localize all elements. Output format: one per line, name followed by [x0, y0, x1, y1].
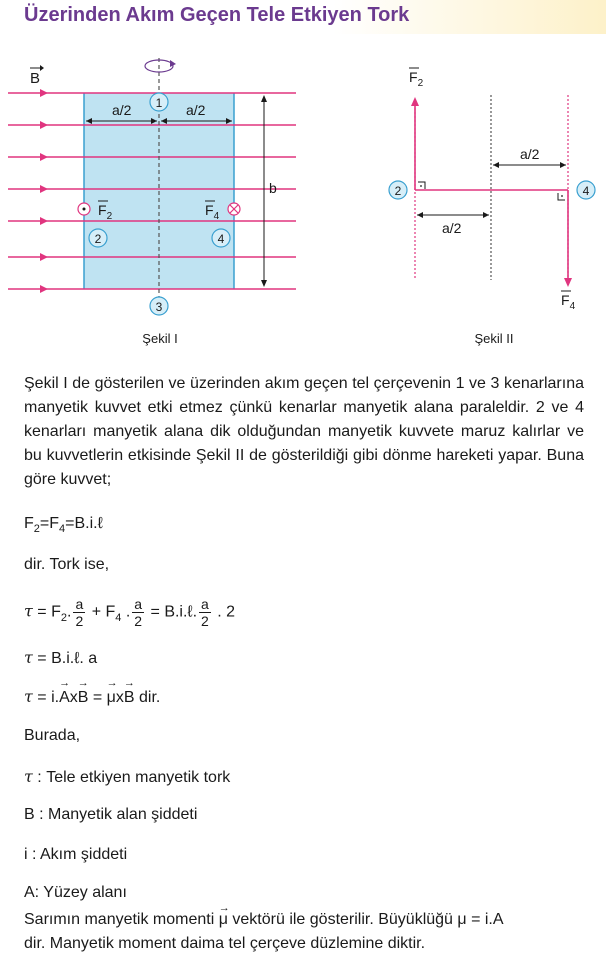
b-label: b [269, 180, 277, 196]
definition-tau: τ : Tele etkiyen manyetik tork [24, 767, 231, 786]
fig2-half-a-upper: a/2 [520, 146, 540, 162]
field-arrowheads [40, 89, 48, 293]
half-a-label-left: a/2 [112, 102, 132, 118]
figures [0, 0, 606, 360]
svg-text:4: 4 [582, 184, 590, 198]
svg-text:4: 4 [217, 232, 225, 246]
f4-label-fig1: $F_4$ [205, 202, 220, 222]
explanation-paragraph: Şekil I de gösterilen ve üzerinden akım geçen tel çerçevenin 1 ve 3 kenarlarına manyetik kuvvet etki etmez çünkü kenarlar manyetik alana paraleldir. 2 ve 4 kenarları manyetik alana dik olduğundan manyetik kuvvete maruz kalırlar ve bu kuvvetlerin etkisinde Şekil II de gösterildiği gibi dönme hareketi yapar. Buna göre kuvvet; [24, 375, 584, 488]
page-title: Üzerinden Akım Geçen Tele Etkiyen Tork [24, 4, 410, 26]
tork-equation-1: $\tau = F_2$. $\frac{a}{2}$ + $F_4$ . $\frac{a}{2}$ = B.i.ℓ. $\frac{a}{2}$ . 2 [24, 596, 236, 629]
b-field-label: B [30, 70, 41, 87]
definition-a: A: Yüzey alanı [24, 884, 127, 901]
caption-fig2: Şekil II [474, 331, 514, 346]
svg-text:2: 2 [394, 184, 402, 198]
figure-2 [389, 68, 595, 346]
tork-intro: dir. Tork ise, [24, 556, 110, 573]
tork-equation-2: τ = B.i.ℓ. a [24, 648, 98, 667]
magnetic-moment-paragraph: Sarımın manyetik momenti → μ vektörü ile gösterilir. Büyüklüğü μ = i.A dir. Manyetik moment daima tel çerçeve düzlemine diktir. [24, 908, 584, 956]
half-a-label-right: a/2 [186, 102, 206, 118]
f2-label-fig2: $F_2$ [409, 69, 424, 89]
definition-i: i : Akım şiddeti [24, 846, 128, 863]
figure-1 [8, 58, 296, 346]
f2-label-fig1: $F_2$ [98, 202, 113, 222]
fig2-half-a-lower: a/2 [442, 220, 462, 236]
force-equation: $F_2=F_4=B.i.\ell$ [24, 515, 103, 535]
tork-equation-3: τ = i.→ Ax→ B = → μx→ B dir. [24, 687, 160, 707]
f4-label-fig2: $F_4$ [561, 292, 576, 312]
svg-text:2: 2 [94, 232, 102, 246]
caption-fig1: Şekil I [142, 331, 178, 346]
burada-label: Burada, [24, 727, 81, 744]
definition-b: B : Manyetik alan şiddeti [24, 806, 198, 823]
svg-text:1: 1 [155, 96, 163, 110]
svg-text:3: 3 [155, 300, 163, 314]
